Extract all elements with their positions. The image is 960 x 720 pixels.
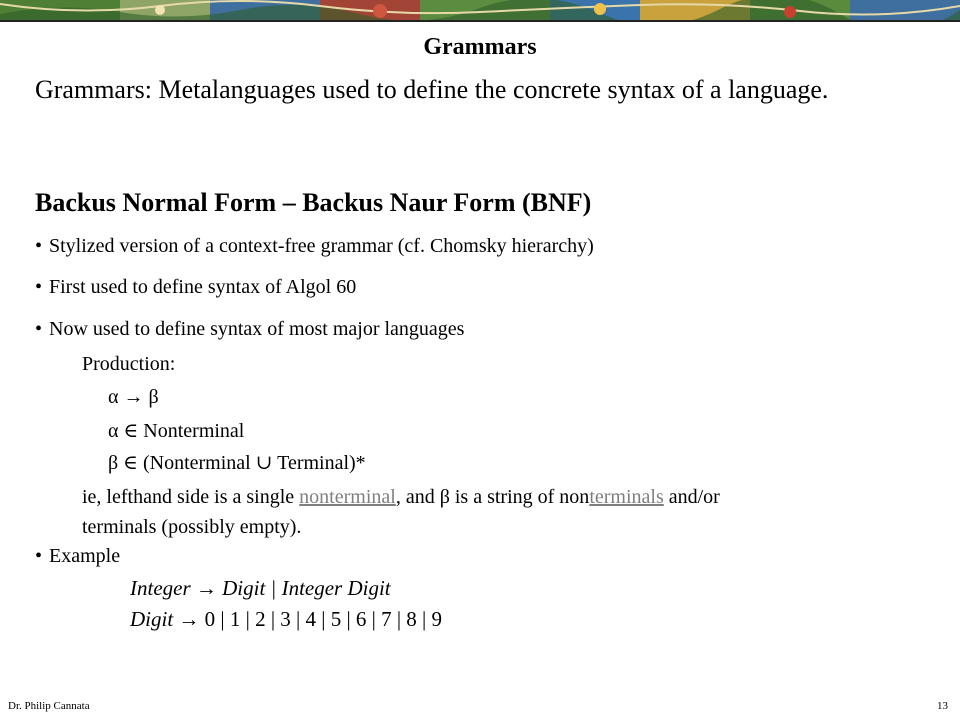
- stained-glass-banner: [0, 0, 960, 22]
- example-rule-integer: Integer → Digit | Integer Digit: [130, 576, 391, 600]
- bullet-marker: •: [35, 276, 43, 298]
- footer-author: Dr. Philip Cannata: [8, 700, 90, 712]
- bullet-text: Now used to define syntax of most major languages: [49, 318, 465, 340]
- banner-graphic: [0, 0, 960, 22]
- bullet-text: Stylized version of a context-free grammar (cf. Chomsky hierarchy): [49, 235, 594, 257]
- bullet-item: [35, 318, 464, 341]
- intro-paragraph: Grammars: Metalanguages used to define the concrete syntax of a language.: [35, 75, 829, 104]
- digit-alternatives: 0 | 1 | 2 | 3 | 4 | 5 | 6 | 7 | 8 | 9: [204, 607, 443, 631]
- slide-title: Grammars: [423, 34, 537, 60]
- digit-lhs: Digit: [130, 607, 174, 631]
- bullet-item-example: [35, 545, 120, 568]
- alpha-domain: α ∈ Nonterminal: [108, 420, 245, 442]
- production-rule: α → β: [108, 386, 159, 408]
- footer-page-number: 13: [937, 700, 948, 712]
- example-rule-digit: [130, 607, 442, 632]
- bullet-marker: •: [35, 318, 43, 340]
- explanation-line-2: terminals (possibly empty).: [82, 516, 302, 538]
- production-label: Production:: [82, 353, 176, 375]
- nonterminal-link[interactable]: nonterminal: [299, 486, 396, 508]
- bullet-marker: •: [35, 545, 43, 567]
- arrow-symbol: →: [173, 607, 205, 631]
- explanation-text: and/or: [663, 486, 720, 508]
- explanation-text: ie, lefthand side is a single: [82, 486, 300, 508]
- bullet-text: First used to define syntax of Algol 60: [49, 276, 357, 298]
- explanation-line-1: [82, 482, 720, 512]
- terminals-link[interactable]: terminals: [589, 486, 664, 508]
- example-label: Example: [49, 545, 121, 567]
- bullet-item: [35, 235, 594, 258]
- beta-domain: β ∈ (Nonterminal ∪ Terminal)*: [108, 452, 366, 474]
- explanation-text: , and β is a string of non: [395, 486, 590, 508]
- bnf-heading: Backus Normal Form – Backus Naur Form (BNF): [35, 188, 592, 217]
- bullet-marker: •: [35, 235, 43, 257]
- bullet-item: [35, 276, 356, 299]
